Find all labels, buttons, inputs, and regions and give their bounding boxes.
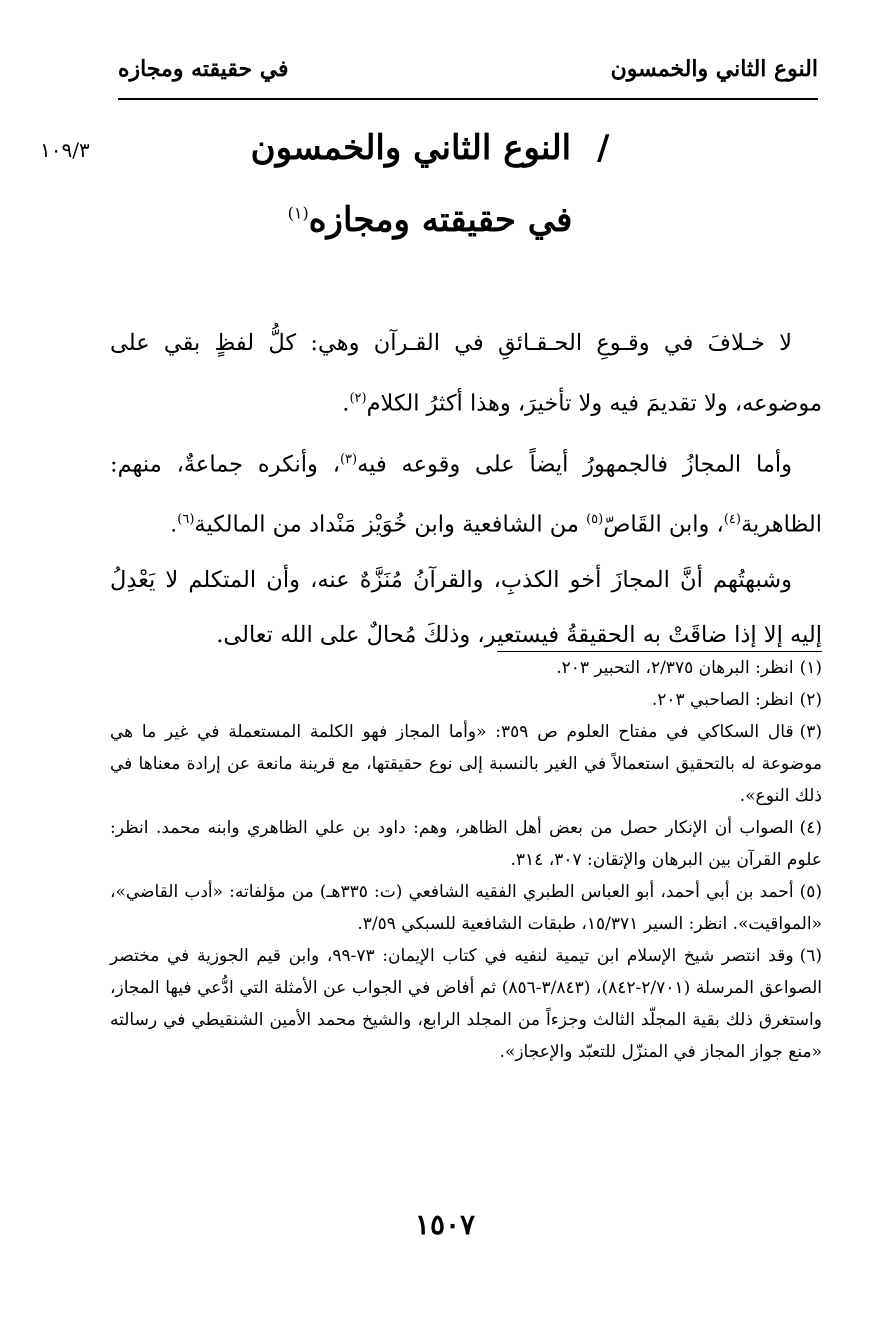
chapter-subtitle-text: في حقيقته ومجازه xyxy=(308,200,573,240)
footnotes xyxy=(110,652,822,1068)
footnote-2 xyxy=(110,684,822,716)
chapter-title-text: النوع الثاني والخمسون xyxy=(250,128,572,168)
footnote-text: أحمد بن أبي أحمد، أبو العباس الطبري الفقيه الشافعي (ت: ٣٣٥هـ) من مؤلفاته: «أدب القاضي»، «المواقيت». انظر: السير ١٥/٣٧١، طبقات الشافعية للسبكي ٣/٥٩. xyxy=(110,882,822,934)
page-number: ١٥٠٧ xyxy=(414,1208,476,1241)
footnote-text: الصواب أن الإنكار حصل من بعض أهل الظاهر، وهم: داود بن علي الظاهري وابنه محمد. انظر: علوم القرآن بين البرهان والإتقان: ٣٠٧، ٣١٤. xyxy=(110,818,822,870)
paragraph-2-text-c: ، وابن القَاصّ xyxy=(603,511,724,538)
paragraph-2-text-b: ، وأنكره جماعةٌ، منهم: الظاهرية xyxy=(110,451,822,538)
header-chapter-title: النوع الثاني والخمسون xyxy=(610,56,818,82)
footnote-number: (٦) xyxy=(799,946,822,966)
footnote-text: انظر: البرهان ٢/٣٧٥، التحبير ٢٠٣. xyxy=(556,658,794,678)
footnote-text: قال السكاكي في مفتاح العلوم ص ٣٥٩: «وأما المجاز فهو الكلمة المستعملة في غير ما هي موضوعة له بالتحقيق استعمالاً في الغير بالنسبة إلى نوع حقيقتها، مع قرينة مانعة عن إرادة معناها في ذلك النوع». xyxy=(110,722,822,806)
paragraph-1-end: . xyxy=(342,390,350,417)
footnote-ref-1: (١) xyxy=(287,203,309,223)
paragraph-2 xyxy=(110,432,822,553)
footnote-number: (٥) xyxy=(799,882,822,902)
header-section-title: في حقيقته ومجازه xyxy=(118,56,289,82)
header-rule xyxy=(118,98,818,100)
footnote-5 xyxy=(110,876,822,940)
paragraph-2-end: . xyxy=(170,511,178,538)
footnote-number: (٢) xyxy=(799,690,822,710)
footnote-number: (١) xyxy=(799,658,822,678)
footnote-number: (٣) xyxy=(799,722,822,742)
footnote-text: انظر: الصاحبي ٢٠٣. xyxy=(651,690,794,710)
chapter-title xyxy=(150,128,710,168)
paragraph-1 xyxy=(110,316,822,432)
footnote-1 xyxy=(110,652,822,684)
paragraph-1-text: لا خـلافَ في وقـوعِ الحـقـائقِ في القـرآن وهي: كلُّ لفظٍ بقي على موضوعه، ولا تقديمَ فيه ولا تأخيرَ، وهذا أكثرُ الكلام xyxy=(110,330,822,417)
footnote-3 xyxy=(110,716,822,812)
footnote-text: وقد انتصر شيخ الإسلام ابن تيمية لنفيه في كتاب الإيمان: ٧٣-٩٩، وابن قيم الجوزية في مختصر الصواعق المرسلة (٢/٧٠١-٨٤٢)، (٣/٨٤٣-٨٥٦) ثم أفاض في الجواب عن الأمثلة التي ادُّعي فيها المجاز، واستغرق ذلك بقية المجلّد الثالث وجزءاً من المجلد الرابع، والشيخ محمد الأمين الشنقيطي في رسالته «منع جواز المجاز في المنزّل للتعبّد والإعجاز». xyxy=(110,946,823,1062)
paragraph-2-text-a: وأما المجازُ فالجمهورُ أيضاً على وقوعه فيه xyxy=(357,451,792,477)
main-text xyxy=(110,316,822,663)
footnote-4 xyxy=(110,812,822,876)
paragraph-2-text-d: من الشافعية وابن خُوَيْز مَنْداد من المالكية xyxy=(194,511,587,538)
margin-reference: ١٠٩/٣ xyxy=(40,138,90,162)
footnote-ref-2: (٢) xyxy=(349,391,367,406)
running-header xyxy=(118,50,818,106)
footnote-number: (٤) xyxy=(799,818,822,838)
footnote-6 xyxy=(110,940,822,1068)
footnote-ref-3: (٣) xyxy=(339,451,358,467)
footnote-ref-4: (٤) xyxy=(723,512,741,527)
page-break-mark: / xyxy=(596,128,610,168)
paragraph-3: وشبهتُهم أنَّ المجازَ أخو الكذبِ، والقرآنُ مُنَزَّهٌ عنه، وأن المتكلم لا يَعْدِلُ إليه إلا إذا ضاقَتْ به الحقيقةُ فيستعير، وذلكَ مُحالٌ على الله تعالى. xyxy=(110,566,822,648)
footnote-ref-6: (٦) xyxy=(177,512,195,527)
footnote-ref-5: (٥) xyxy=(586,512,604,527)
chapter-subtitle xyxy=(150,200,710,240)
